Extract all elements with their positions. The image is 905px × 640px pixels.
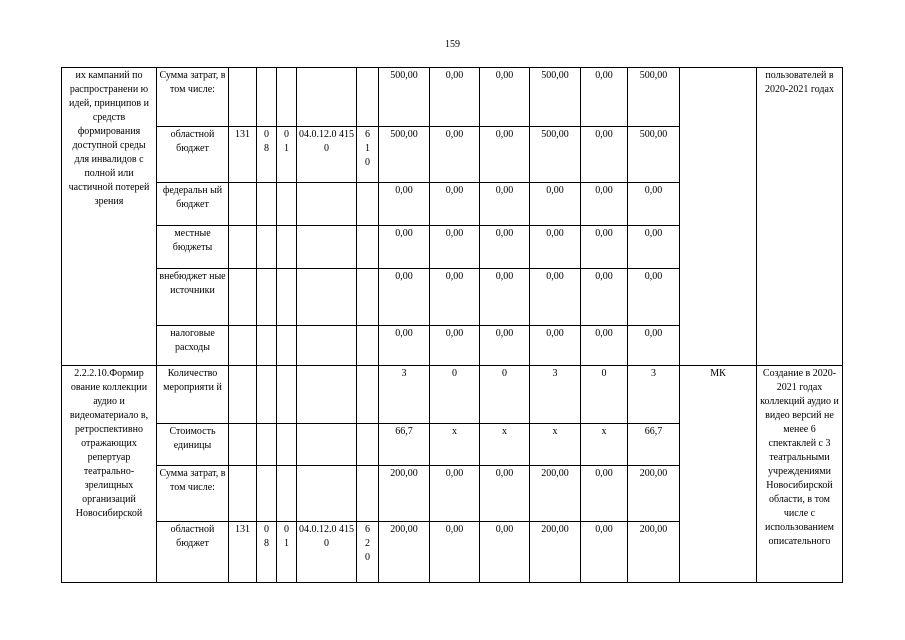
- year-cell: х: [581, 424, 628, 466]
- grbs-cell: [229, 366, 257, 424]
- year-cell: 500,00: [628, 68, 680, 127]
- rz-cell: [257, 183, 277, 226]
- year-cell: 0,00: [480, 68, 530, 127]
- total-cell: 500,00: [379, 127, 430, 183]
- year-cell: 0,00: [430, 269, 480, 326]
- year-cell: 0,00: [530, 226, 581, 269]
- year-cell: 0,00: [430, 466, 480, 522]
- year-cell: 0,00: [430, 326, 480, 366]
- year-cell: 200,00: [530, 466, 581, 522]
- csr-cell: 04.0.12.0 4150: [297, 127, 357, 183]
- pr-cell: 0 1: [277, 522, 297, 583]
- row-label: федеральн ый бюджет: [157, 183, 229, 226]
- year-cell: 0,00: [480, 522, 530, 583]
- grbs-cell: [229, 466, 257, 522]
- pr-cell: [277, 68, 297, 127]
- total-cell: 500,00: [379, 68, 430, 127]
- rz-cell: [257, 466, 277, 522]
- year-cell: 0,00: [530, 183, 581, 226]
- year-cell: 0: [480, 366, 530, 424]
- vr-cell: 6 1 0: [357, 127, 379, 183]
- pr-cell: [277, 269, 297, 326]
- row-label: Сумма затрат, в том числе:: [157, 466, 229, 522]
- year-cell: 0,00: [530, 269, 581, 326]
- total-cell: 0,00: [379, 269, 430, 326]
- year-cell: 0: [430, 366, 480, 424]
- year-cell: 200,00: [628, 522, 680, 583]
- grbs-cell: [229, 226, 257, 269]
- pr-cell: [277, 424, 297, 466]
- year-cell: 3: [628, 366, 680, 424]
- year-cell: 0,00: [628, 183, 680, 226]
- year-cell: 500,00: [628, 127, 680, 183]
- rz-cell: [257, 269, 277, 326]
- event-name-cell: их кампаний по распространени ю идей, принципов и средств формирования доступной среды для инвалидов с полной или частичной потерей зрения: [62, 68, 157, 366]
- result-cell: Создание в 2020-2021 годах коллекций аудио и видео версий не менее 6 спектаклей с 3 театральными учреждениями Новосибирской области, в том числе с использованием описательного: [757, 366, 843, 583]
- total-cell: 0,00: [379, 326, 430, 366]
- year-cell: 0,00: [430, 127, 480, 183]
- vr-cell: [357, 326, 379, 366]
- year-cell: 0,00: [581, 522, 628, 583]
- row-label: областной бюджет: [157, 522, 229, 583]
- year-cell: 0,00: [430, 226, 480, 269]
- year-cell: 0,00: [480, 127, 530, 183]
- vr-cell: [357, 183, 379, 226]
- year-cell: 66,7: [628, 424, 680, 466]
- row-label: местные бюджеты: [157, 226, 229, 269]
- year-cell: 0,00: [581, 326, 628, 366]
- event-name-cell: 2.2.2.10.Формир ование коллекции аудио и видеоматериало в, ретроспективно отражающих репертуар театрально-зрелищных организаций Новосибирской: [62, 366, 157, 583]
- pr-cell: [277, 466, 297, 522]
- year-cell: 0,00: [628, 226, 680, 269]
- program-table: [61, 67, 843, 583]
- year-cell: 0,00: [480, 183, 530, 226]
- vr-cell: [357, 269, 379, 326]
- vr-cell: [357, 68, 379, 127]
- pr-cell: [277, 226, 297, 269]
- rz-cell: 0 8: [257, 127, 277, 183]
- year-cell: 0,00: [430, 68, 480, 127]
- pr-cell: [277, 366, 297, 424]
- rz-cell: 0 8: [257, 522, 277, 583]
- year-cell: 0,00: [581, 68, 628, 127]
- row-label: налоговые расходы: [157, 326, 229, 366]
- grbs-cell: 131: [229, 522, 257, 583]
- page-number: 159: [445, 39, 460, 50]
- row-label: Стоимость единицы: [157, 424, 229, 466]
- vr-cell: [357, 466, 379, 522]
- year-cell: 0,00: [430, 183, 480, 226]
- table-row: [62, 68, 843, 127]
- rz-cell: [257, 226, 277, 269]
- csr-cell: [297, 466, 357, 522]
- year-cell: 0,00: [581, 269, 628, 326]
- total-cell: 66,7: [379, 424, 430, 466]
- row-label: областной бюджет: [157, 127, 229, 183]
- grbs-cell: [229, 183, 257, 226]
- vr-cell: [357, 366, 379, 424]
- rz-cell: [257, 68, 277, 127]
- row-label: Количество мероприяти й: [157, 366, 229, 424]
- csr-cell: [297, 183, 357, 226]
- year-cell: 0,00: [628, 269, 680, 326]
- rz-cell: [257, 366, 277, 424]
- year-cell: 0,00: [480, 226, 530, 269]
- csr-cell: 04.0.12.0 4150: [297, 522, 357, 583]
- year-cell: 0,00: [581, 183, 628, 226]
- year-cell: 200,00: [530, 522, 581, 583]
- table-row: [62, 366, 843, 424]
- year-cell: 500,00: [530, 127, 581, 183]
- year-cell: 0,00: [628, 326, 680, 366]
- year-cell: 0,00: [480, 269, 530, 326]
- year-cell: 0,00: [530, 326, 581, 366]
- year-cell: 0,00: [581, 127, 628, 183]
- year-cell: х: [480, 424, 530, 466]
- year-cell: 0,00: [480, 326, 530, 366]
- csr-cell: [297, 326, 357, 366]
- total-cell: 200,00: [379, 522, 430, 583]
- year-cell: 0,00: [581, 226, 628, 269]
- year-cell: 0,00: [430, 522, 480, 583]
- year-cell: 0,00: [581, 466, 628, 522]
- row-label: Сумма затрат, в том числе:: [157, 68, 229, 127]
- total-cell: 0,00: [379, 183, 430, 226]
- csr-cell: [297, 269, 357, 326]
- total-cell: 200,00: [379, 466, 430, 522]
- pr-cell: 0 1: [277, 127, 297, 183]
- year-cell: 500,00: [530, 68, 581, 127]
- year-cell: 3: [530, 366, 581, 424]
- grbs-cell: [229, 269, 257, 326]
- pr-cell: [277, 326, 297, 366]
- grbs-cell: [229, 68, 257, 127]
- vr-cell: [357, 226, 379, 269]
- csr-cell: [297, 366, 357, 424]
- rz-cell: [257, 424, 277, 466]
- result-cell: пользователей в 2020-2021 годах: [757, 68, 843, 366]
- total-cell: 3: [379, 366, 430, 424]
- year-cell: х: [530, 424, 581, 466]
- vr-cell: 6 2 0: [357, 522, 379, 583]
- total-cell: 0,00: [379, 226, 430, 269]
- year-cell: 0,00: [480, 466, 530, 522]
- csr-cell: [297, 68, 357, 127]
- year-cell: 0: [581, 366, 628, 424]
- executor-cell: [680, 68, 757, 366]
- grbs-cell: 131: [229, 127, 257, 183]
- row-label: внебюджет ные источники: [157, 269, 229, 326]
- executor-cell: МК: [680, 366, 757, 583]
- year-cell: х: [430, 424, 480, 466]
- year-cell: 200,00: [628, 466, 680, 522]
- rz-cell: [257, 326, 277, 366]
- pr-cell: [277, 183, 297, 226]
- csr-cell: [297, 226, 357, 269]
- vr-cell: [357, 424, 379, 466]
- grbs-cell: [229, 424, 257, 466]
- csr-cell: [297, 424, 357, 466]
- grbs-cell: [229, 326, 257, 366]
